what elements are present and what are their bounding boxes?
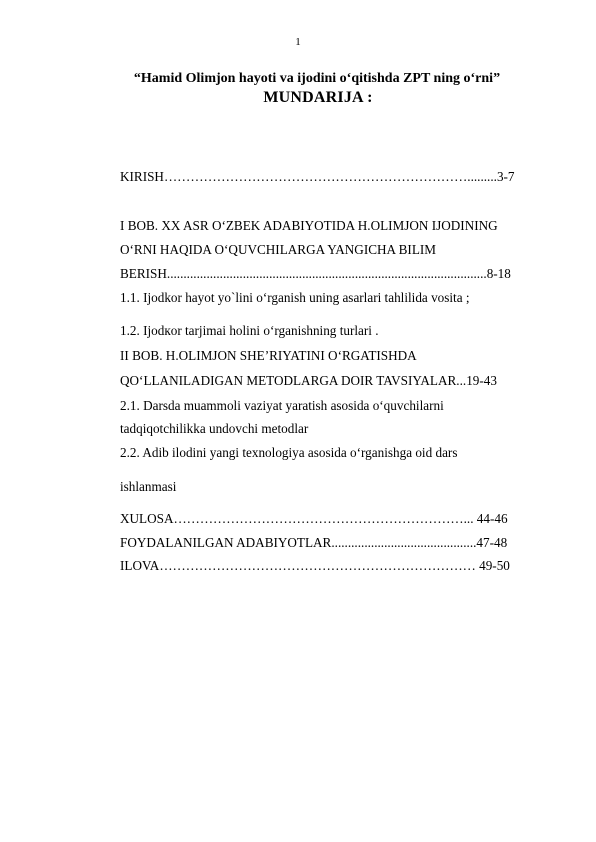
toc-entry-section-2-1-line2: tadqiqotchilikka undovchi metodlar [120, 421, 309, 436]
toc-entry-xulosa: XULOSA…………………………………………………………... 44-46 [120, 511, 508, 526]
toc-entry-bob1-line3: BERISH.................................................................................................8-18 [120, 266, 511, 281]
toc-entry-bob2-line1: II BOB. H.OLIMJON SHE’RIYATINI O‘RGATISHDA [120, 348, 417, 363]
page-number: 1 [295, 36, 301, 48]
toc-entry-bob2-line2: QO‘LLANILADIGAN METODLARGA DOIR TAVSIYALAR...19-43 [120, 373, 497, 388]
toc-entry-kirish: KIRISH…………………………………………………………….........3-7 [120, 169, 515, 184]
toc-entry-bob1-line1: I BOB. XX ASR O‘ZBEK ADABIYOTIDA H.OLIMJON IJODINING [120, 218, 498, 233]
toc-entry-foydalanilgan-adabiyotlar: FOYDALANILGAN ADABIYOTLAR............................................47-48 [120, 535, 508, 550]
toc-entry-section-1-2: 1.2. Ijodкor tarjimai holini o‘rganishning turlari . [120, 323, 379, 338]
toc-entry-section-2-1-line1: 2.1. Darsda muammoli vaziyat yaratish asosida o‘quvchilarni [120, 398, 444, 413]
toc-entry-section-1-1: 1.1. Ijodkor hayot yo`lini o‘rganish uning asarlari tahlilida vosita ; [120, 290, 470, 305]
toc-entry-bob1-line2: O‘RNI HAQIDA O‘QUVCHILARGA YANGICHA BILIM [120, 242, 436, 257]
toc-entry-section-2-2-line1: 2.2. Adib ilodini yangi texnologiya asosida o‘rganishga oid dars [120, 445, 458, 460]
toc-entry-ilova: ILOVA……………………………………………………………… 49-50 [120, 558, 510, 573]
toc-heading: MUNDARIJA : [263, 89, 373, 106]
toc-entry-section-2-2-line2: ishlanmasi [120, 479, 177, 494]
document-title: “Hamid Olimjon hayoti va ijodini o‘qitishda ZPT ning o‘rni” [133, 71, 501, 86]
